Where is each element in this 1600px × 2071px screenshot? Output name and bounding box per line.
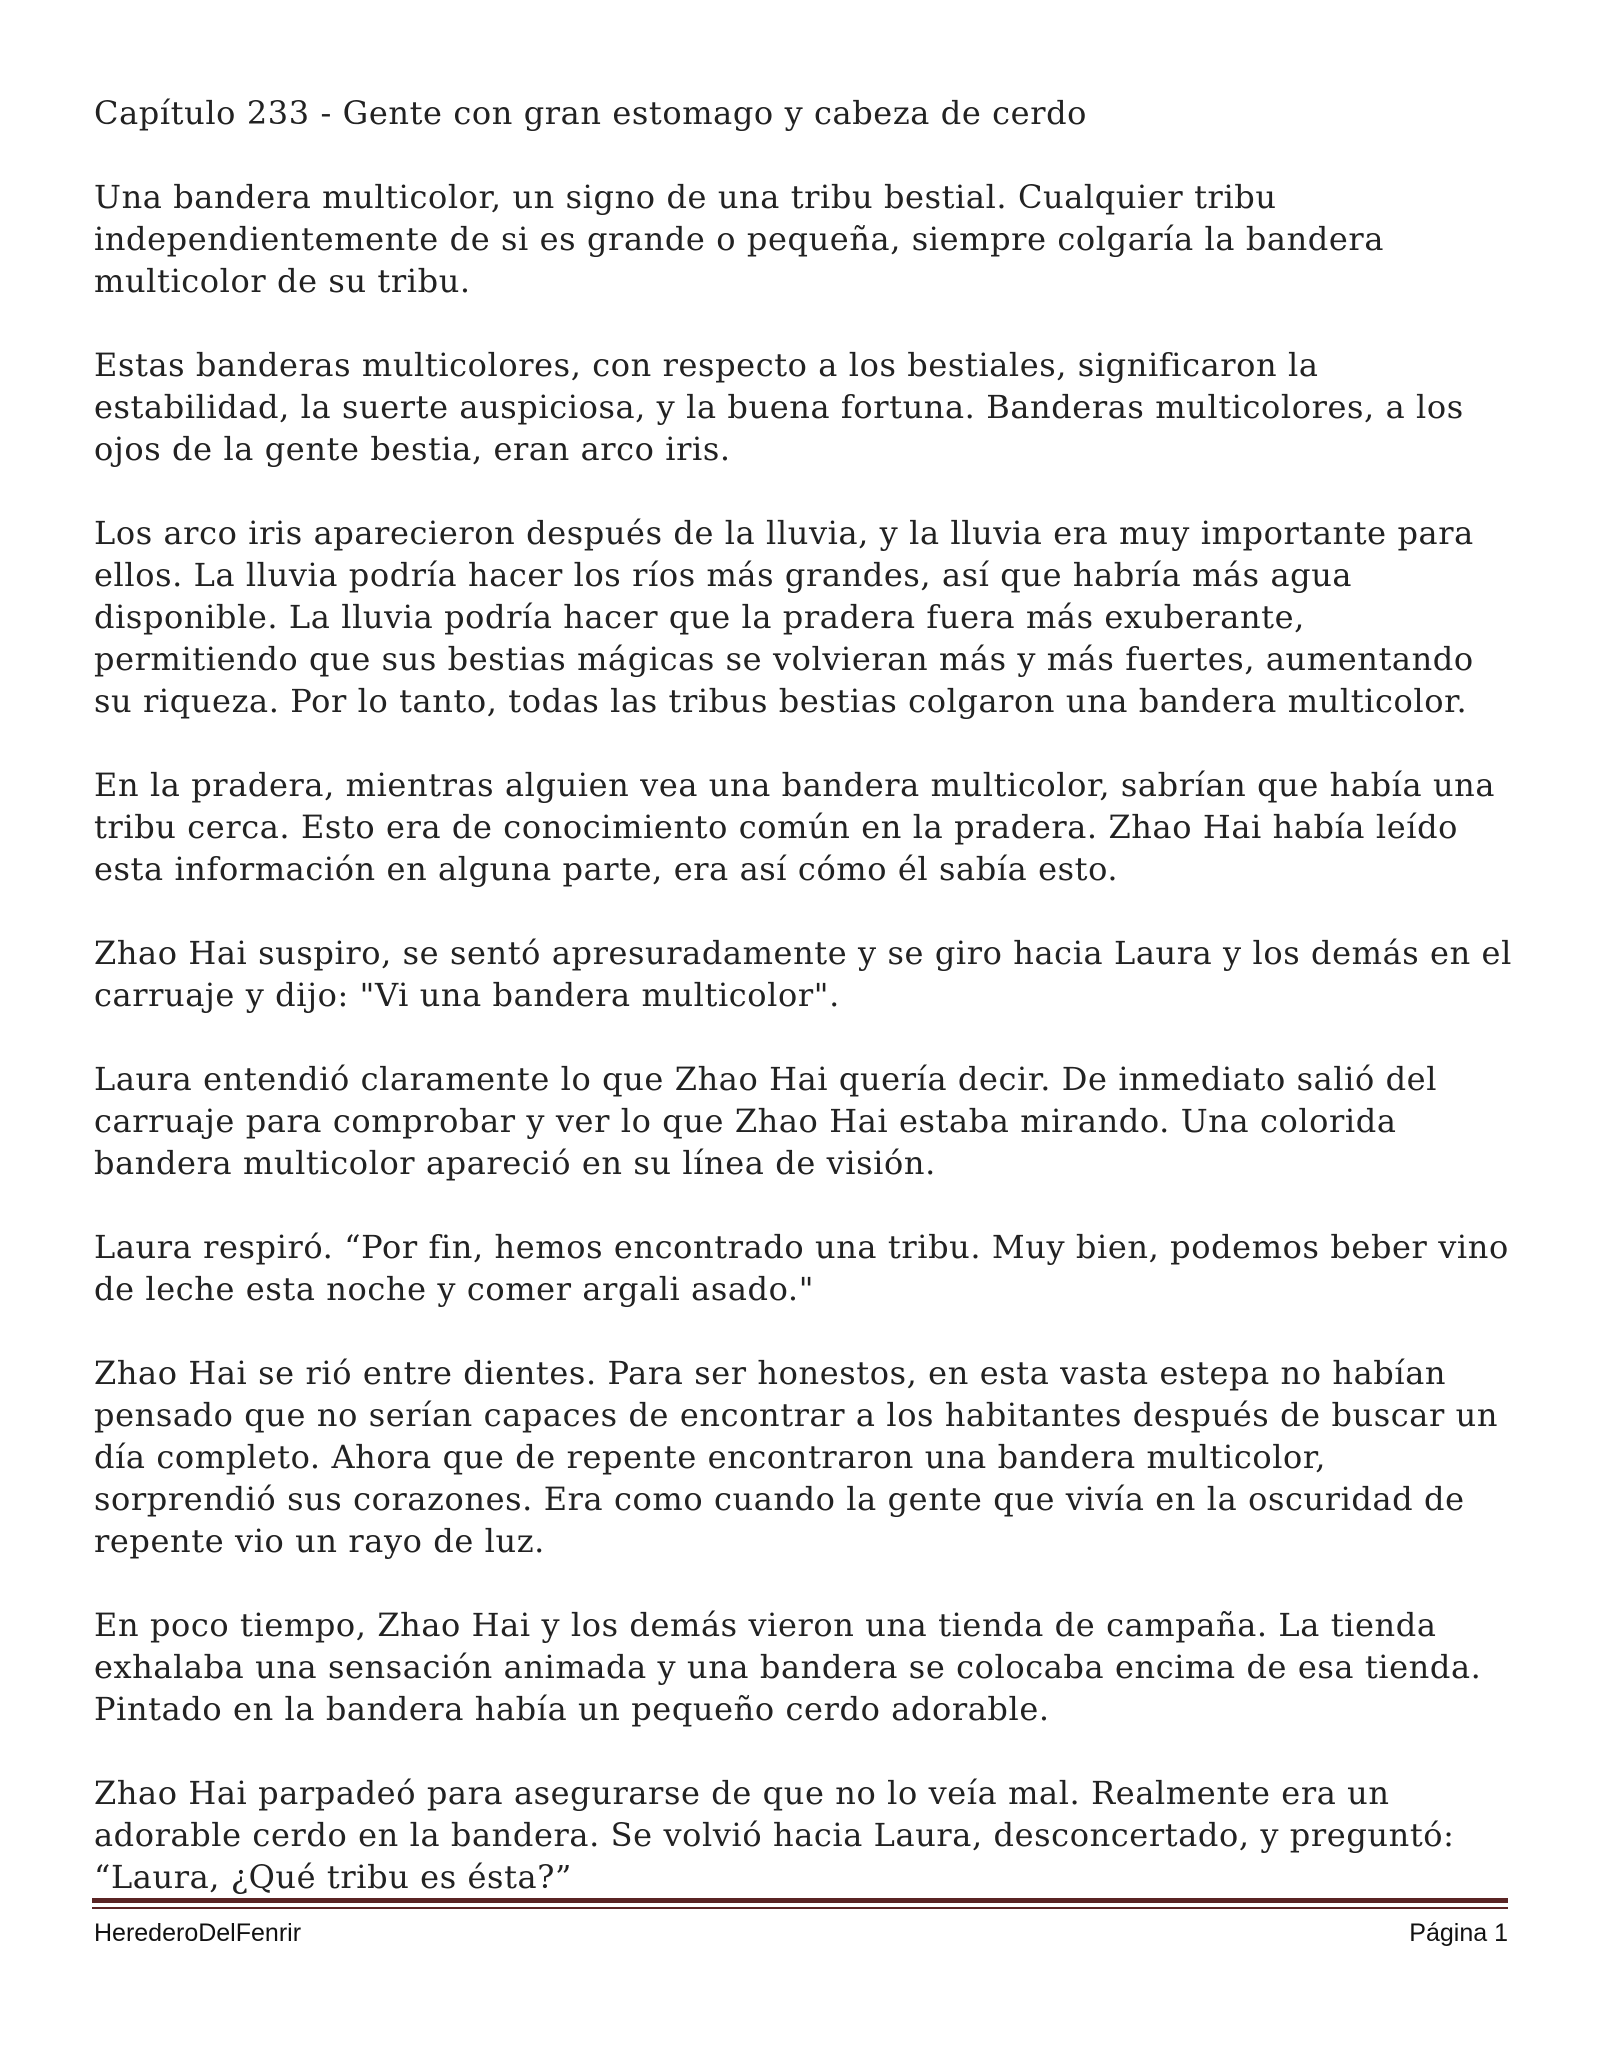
footer-page-number: Página 1 — [1409, 1919, 1508, 1947]
footer-author: HerederoDelFenrir — [94, 1919, 302, 1947]
document-body — [94, 92, 1514, 1940]
page-footer — [94, 1913, 1508, 1953]
paragraph-3: Los arco iris aparecieron después de la lluvia, y la lluvia era muy importante para ellos. La lluvia podría hacer los ríos más grandes, así que habría más agua disponible. La lluvia podría hacer que la pradera fuera más exuberante, permitiendo que sus bestias mágicas se volvieran más y más fuertes, aumentando su riqueza. Por lo tanto, todas las tribus bestias colgaron una bandera multicolor. — [94, 514, 1474, 720]
paragraph-6: Laura entendió claramente lo que Zhao Hai quería decir. De inmediato salió del carruaje para comprobar y ver lo que Zhao Hai estaba mirando. Una colorida bandera multicolor apareció en su línea de visión. — [94, 1060, 1438, 1182]
chapter-title: Capítulo 233 - Gente con gran estomago y cabeza de cerdo — [94, 94, 1088, 132]
paragraph-7: Laura respiró. “Por fin, hemos encontrado una tribu. Muy bien, podemos beber vino de leche esta noche y comer argali asado." — [94, 1228, 1509, 1308]
footer-divider-thick — [92, 1898, 1508, 1903]
paragraph-9: En poco tiempo, Zhao Hai y los demás vieron una tienda de campaña. La tienda exhalaba una sensación animada y una bandera se colocaba encima de esa tienda. Pintado en la bandera había un pequeño cerdo adorable. — [94, 1606, 1482, 1728]
paragraph-2: Estas banderas multicolores, con respecto a los bestiales, significaron la estabilidad, la suerte auspiciosa, y la buena fortuna. Banderas multicolores, a los ojos de la gente bestia, eran arco iris. — [94, 346, 1464, 468]
paragraph-8: Zhao Hai se rió entre dientes. Para ser honestos, en esta vasta estepa no habían pensado que no serían capaces de encontrar a los habitantes después de buscar un día completo. Ahora que de repente encontraron una bandera multicolor, sorprendió sus corazones. Era como cuando la gente que vivía en la oscuridad de repente vio un rayo de luz. — [94, 1354, 1499, 1560]
paragraph-10: Zhao Hai parpadeó para asegurarse de que no lo veía mal. Realmente era un adorable cerdo en la bandera. Se volvió hacia Laura, desconcertado, y preguntó: “Laura, ¿Qué tribu es ésta?” — [94, 1774, 1455, 1896]
paragraph-1: Una bandera multicolor, un signo de una tribu bestial. Cualquier tribu independientemente de si es grande o pequeña, siempre colgaría la bandera multicolor de su tribu. — [94, 178, 1385, 300]
paragraph-4: En la pradera, mientras alguien vea una bandera multicolor, sabrían que había una tribu cerca. Esto era de conocimiento común en la pradera. Zhao Hai había leído esta información en alguna parte, era así cómo él sabía esto. — [94, 766, 1496, 888]
footer-divider-thin — [92, 1907, 1508, 1909]
paragraph-5: Zhao Hai suspiro, se sentó apresuradamente y se giro hacia Laura y los demás en el carruaje y dijo: "Vi una bandera multicolor". — [94, 934, 1512, 1014]
